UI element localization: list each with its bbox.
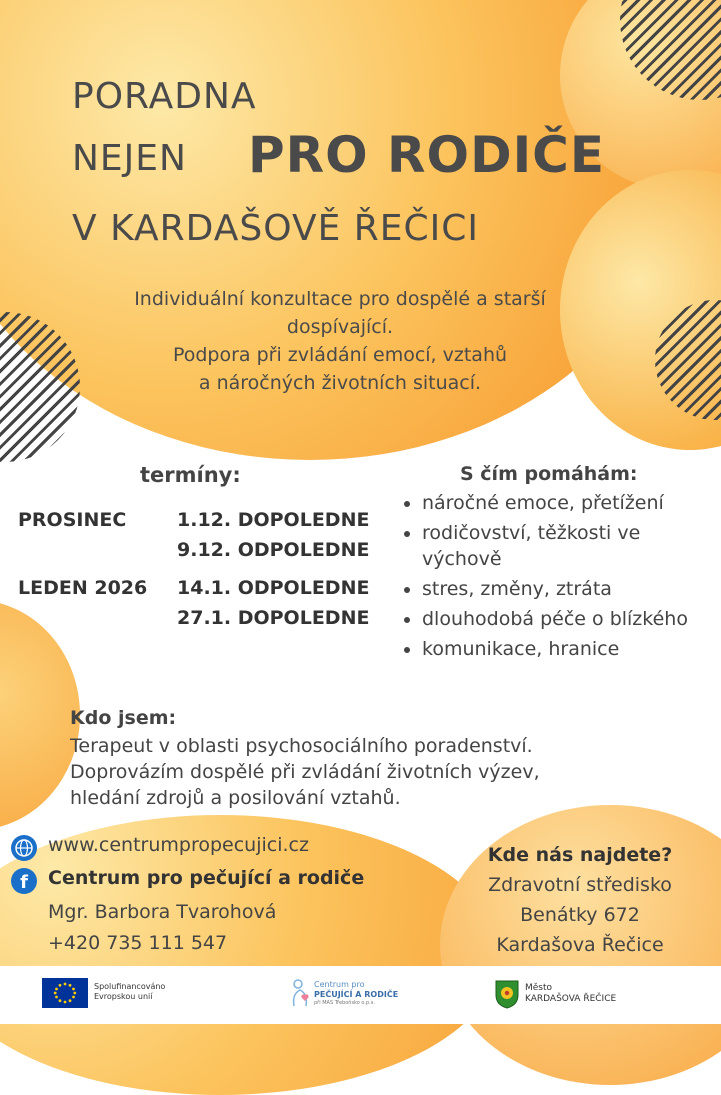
location-line-1: Zdravotní středisko bbox=[488, 874, 672, 896]
location-block bbox=[460, 840, 700, 960]
help-list-container bbox=[400, 490, 710, 666]
town-line-1: Město bbox=[525, 983, 553, 993]
footer bbox=[0, 966, 721, 1024]
centrum-line-2: PEČUJÍCÍ A RODIČE bbox=[314, 990, 399, 999]
intro-line-4: a náročných životních situací. bbox=[198, 372, 482, 394]
centrum-text bbox=[314, 980, 398, 1007]
help-item: • dlouhodobá péče o blízkého bbox=[422, 606, 710, 632]
about-line-1: Terapeut v oblasti psychosociálního poradenství. bbox=[70, 735, 533, 757]
title-line-2-prefix: NEJEN bbox=[72, 138, 187, 179]
help-item: • stres, změny, ztráta bbox=[422, 576, 710, 602]
help-item: • rodičovství, těžkosti ve výchově bbox=[422, 520, 710, 572]
schedule-date-2: 9.12. ODPOLEDNE bbox=[177, 539, 370, 561]
help-list bbox=[400, 490, 710, 662]
intro-text bbox=[40, 285, 640, 397]
eu-line-1: Spolufinancováno bbox=[94, 982, 166, 991]
schedule-date-4: 27.1. DOPOLEDNE bbox=[177, 607, 370, 629]
schedule-month-2: LEDEN 2026 bbox=[18, 577, 148, 599]
location-title: Kde nás najdete? bbox=[487, 844, 673, 866]
eu-flag-icon bbox=[42, 978, 88, 1008]
help-item: • komunikace, hranice bbox=[422, 636, 710, 662]
centrum-line-1: Centrum pro bbox=[314, 980, 365, 989]
svg-text:f: f bbox=[20, 872, 28, 893]
intro-line-1: Individuální konzultace pro dospělé a starší bbox=[134, 288, 546, 310]
about-title: Kdo jsem: bbox=[70, 707, 177, 729]
schedule-month-1: PROSINEC bbox=[18, 509, 127, 531]
bottom-left-blob bbox=[0, 815, 500, 1095]
help-title: S čím pomáhám: bbox=[460, 463, 638, 485]
about-text bbox=[70, 733, 670, 811]
schedule-date-1: 1.12. DOPOLEDNE bbox=[177, 509, 370, 531]
eu-line-2: Evropskou unií bbox=[94, 992, 153, 1001]
intro-line-3: Podpora při zvládání emocí, vztahů bbox=[172, 344, 508, 366]
eu-text bbox=[94, 982, 165, 1002]
schedule-title: termíny: bbox=[140, 463, 241, 487]
town-crest-icon bbox=[494, 979, 520, 1009]
about-line-2: Doprovázím dospělé při zvládání životních výzev, bbox=[70, 761, 540, 783]
location-line-3: Kardašova Řečice bbox=[496, 934, 664, 956]
globe-icon bbox=[10, 834, 38, 862]
title-line-1: PORADNA bbox=[72, 76, 257, 117]
title-line-3: V KARDAŠOVĚ ŘEČICI bbox=[72, 208, 480, 249]
town-text bbox=[525, 983, 616, 1005]
title-line-2-emphasis: PRO RODIČE bbox=[248, 126, 606, 184]
schedule-date-3: 14.1. ODPOLEDNE bbox=[177, 577, 370, 599]
facebook-icon bbox=[10, 867, 38, 895]
centrum-line-3: při MAS Třeboňsko o.p.s. bbox=[314, 1000, 375, 1006]
website-link[interactable]: www.centrumpropecujici.cz bbox=[48, 834, 309, 856]
location-line-2: Benátky 672 bbox=[520, 904, 640, 926]
contact-phone: +420 735 111 547 bbox=[48, 932, 228, 954]
centrum-logo-icon bbox=[290, 976, 314, 1010]
contact-name: Mgr. Barbora Tvarohová bbox=[48, 901, 277, 923]
help-item: • náročné emoce, přetížení bbox=[422, 490, 710, 516]
facebook-link[interactable]: Centrum pro pečující a rodiče bbox=[48, 867, 365, 889]
left-bottom-blob bbox=[0, 600, 80, 830]
intro-line-2: dospívající. bbox=[286, 316, 394, 338]
about-line-3: hledání zdrojů a posilování vztahů. bbox=[70, 787, 401, 809]
town-line-2: KARDAŠOVA ŘEČICE bbox=[525, 994, 617, 1004]
